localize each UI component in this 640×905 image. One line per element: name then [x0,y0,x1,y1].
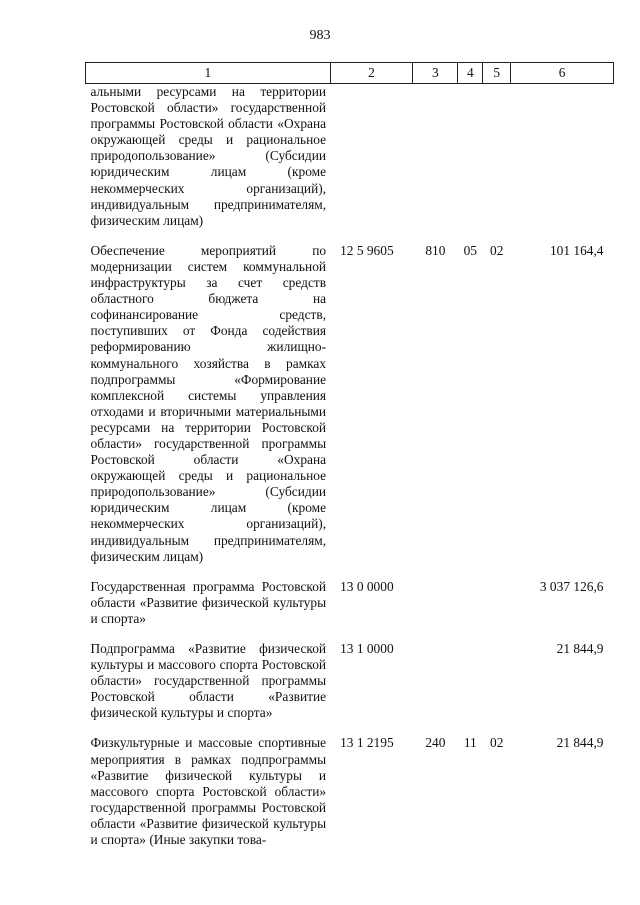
row-subsection: 02 [490,735,504,751]
row-target-code: 12 5 9605 [340,242,394,258]
row-target-code: 13 1 0000 [340,641,394,656]
row-expense-type: 240 [425,735,446,751]
column-header-5: 5 [483,63,511,84]
row-description: Обеспечение мероприятий по модернизации систем коммунальной инфраструктуры за счет средств областного бюджета на софинансирование средств, поступивших от Фонда содействия реформированию жилищно-коммунального хозяйства в рамках подпрограммы «Формирование комплексной системы управления отходами и вторичными материальными ресурсами на территории Ростовской области» государственной программы Ростовской области «Охрана окружающей среды и рациональное природопользование» (Субсидии юридическим лицам (кроме некоммерческих организаций), индивидуальным предпринимателям, физическим лицам) [90,242,327,564]
column-header-3: 3 [413,63,458,84]
table-row [86,84,614,243]
row-amount: 3 037 126,6 [539,578,604,594]
row-expense-type [413,579,458,641]
row-subsection: 02 [490,242,504,258]
row-target-code [330,84,413,243]
row-section: 11 [463,735,477,751]
row-amount: 21 844,9 [556,735,604,751]
row-section [458,579,483,641]
budget-table [85,62,614,862]
table-row [86,735,614,862]
table-row [86,243,614,579]
row-expense-type [413,641,458,735]
table-header-row [86,63,614,84]
table-row [86,579,614,641]
row-description: Подпрограмма «Развитие физической культуры и массового спорта Ростовской области» государственной программы Ростовской области «Развитие физической культуры и спорта» [90,641,327,721]
table-row [86,641,614,735]
row-section: 05 [463,242,477,258]
column-header-1: 1 [86,63,331,84]
row-target-code: 13 0 0000 [340,578,394,594]
row-subsection [483,579,511,641]
page-number: 983 [309,28,331,43]
column-header-4: 4 [458,63,483,84]
row-subsection [483,84,511,243]
row-subsection [483,641,511,735]
row-description: альными ресурсами на территории Ростовской области» государственной программы Ростовской области «Охрана окружающей среды и рациональное природопользование» (Субсидии юридическим лицам (кроме некоммерческих организаций), индивидуальным предпринимателям, физическим лицам) [90,84,327,228]
row-section [458,641,483,735]
column-header-6: 6 [511,63,614,84]
row-amount: 101 164,4 [549,242,604,258]
row-description: Государственная программа Ростовской области «Развитие физической культуры и спорта» [90,578,327,626]
column-header-2: 2 [330,63,413,84]
row-target-code: 13 1 2195 [340,735,394,751]
row-section [458,84,483,243]
row-description: Физкультурные и массовые спортивные мероприятия в рамках подпрограммы «Развитие физической культуры и массового спорта Ростовской области» государственной программы Ростовской области «Развитие физической культуры и спорта» (Иные закупки това- [90,735,327,848]
row-expense-type [413,84,458,243]
row-expense-type: 810 [425,242,446,258]
row-amount [511,84,614,243]
row-amount: 21 844,9 [556,641,604,656]
